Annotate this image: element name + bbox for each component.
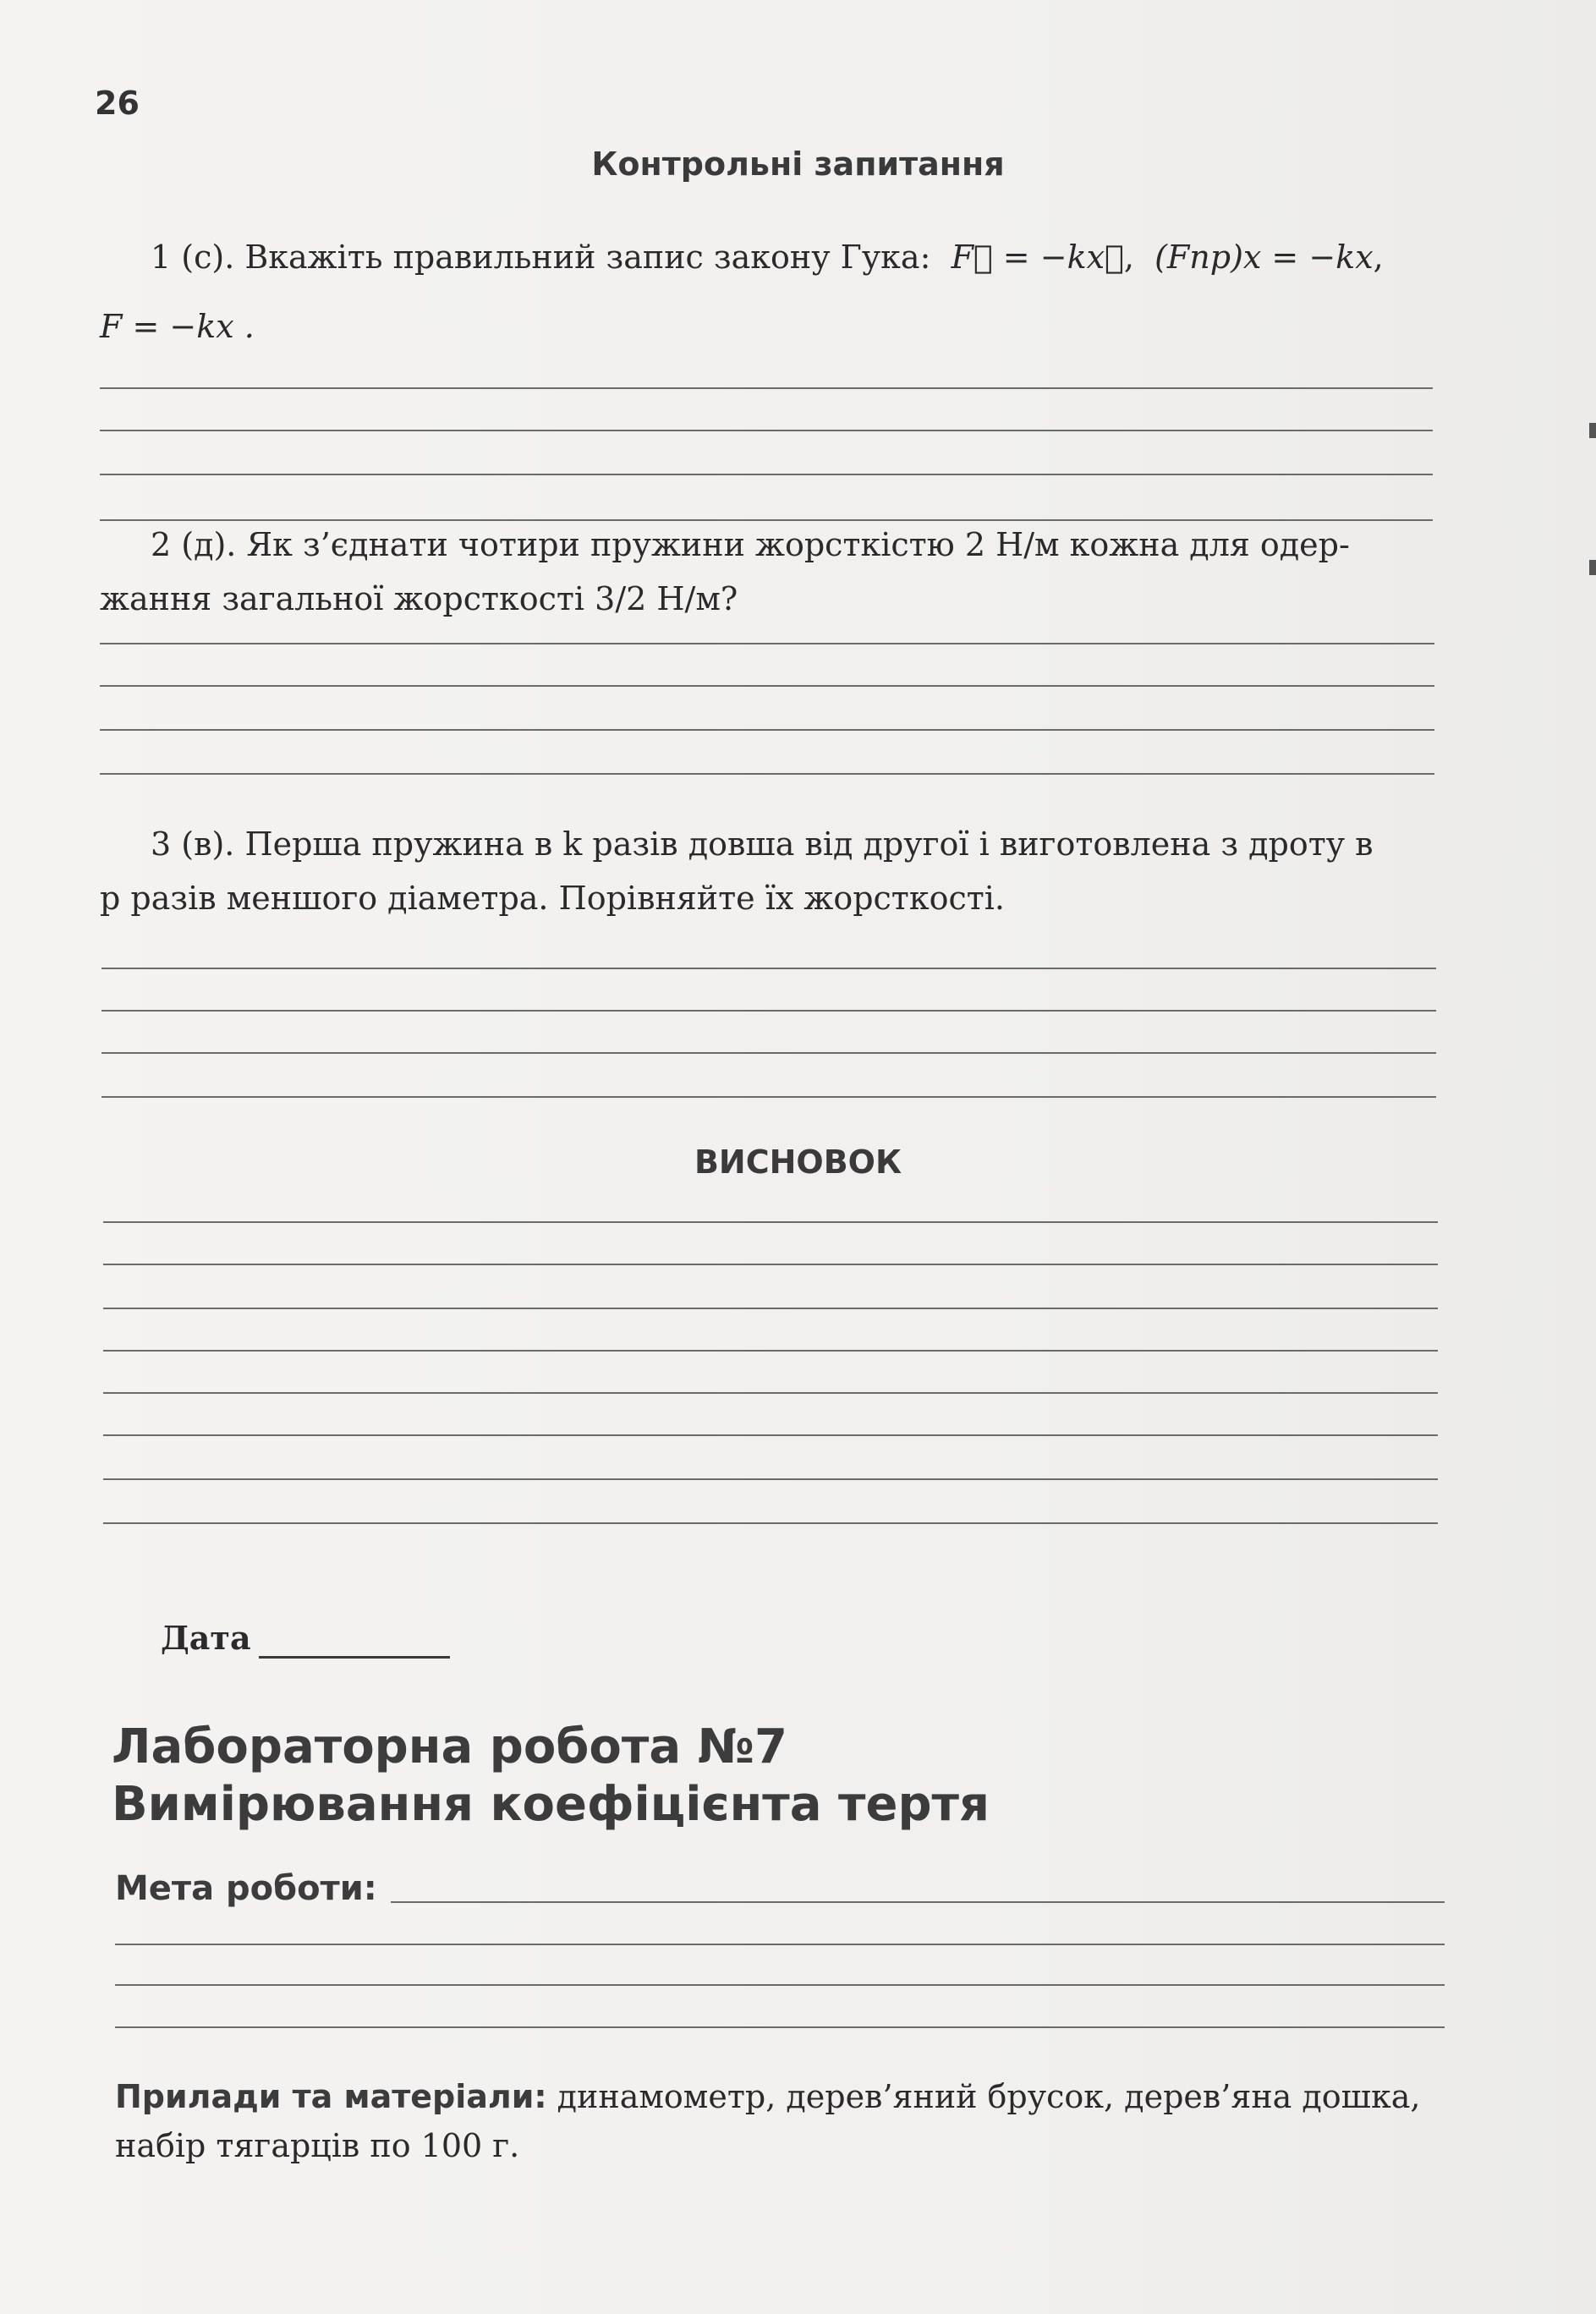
goal-line[interactable]: [115, 1984, 1445, 1986]
conclusion-line[interactable]: [103, 1522, 1438, 1524]
conclusion-line[interactable]: [103, 1434, 1438, 1436]
goal-line[interactable]: [115, 1944, 1445, 1945]
question-3-line-2: p разів меншого діаметра. Порівняйте їх жорсткості.: [100, 880, 1005, 917]
lab-title-line-2: Вимірювання коефіцієнта тертя: [112, 1777, 990, 1832]
materials-line-2: набір тягарців по 100 г.: [115, 2127, 520, 2164]
conclusion-line[interactable]: [103, 1308, 1438, 1309]
formula-projection: (Fпр)x = −kx: [1154, 239, 1374, 276]
binding-mark: [1589, 560, 1596, 575]
page-number: 26: [95, 85, 140, 122]
lab-title-line-1: Лабораторна робота №7: [112, 1719, 787, 1774]
materials-text-1: динамометр, дерев’яний брусок, дерев’яна дошка,: [546, 2078, 1421, 2115]
goal-line[interactable]: [391, 1901, 1445, 1903]
conclusion-line[interactable]: [103, 1392, 1438, 1394]
materials-line-1: [115, 2072, 1485, 2121]
question-1: [100, 230, 1453, 354]
date-field[interactable]: [259, 1656, 450, 1659]
goal-label: Мета роботи:: [115, 1869, 377, 1908]
formula-scalar: F = −kx .: [100, 308, 255, 345]
conclusion-line[interactable]: [103, 1221, 1438, 1223]
question-3: [100, 817, 1453, 925]
answer-line[interactable]: [101, 1052, 1436, 1054]
answer-line[interactable]: [100, 685, 1434, 687]
question-1-line-1: 1 (с). Вкажіть правильний запис закону Гука: F⃗ = −kx⃗, (Fпр)x = −kx,: [151, 239, 1384, 276]
materials: [115, 2072, 1485, 2170]
materials-label: Прилади та матеріали:: [115, 2078, 547, 2115]
answer-line[interactable]: [100, 474, 1433, 475]
answer-line[interactable]: [101, 968, 1436, 969]
binding-mark: [1589, 423, 1596, 438]
question-2: [100, 518, 1453, 626]
formula-vector: F⃗ = −kx⃗: [951, 239, 1124, 276]
answer-line[interactable]: [100, 643, 1434, 644]
answer-line[interactable]: [100, 729, 1434, 731]
control-questions-title: Контрольні запитання: [591, 145, 1005, 183]
question-2-line-1: 2 (д). Як з’єднати чотири пружини жорсткістю 2 Н/м кожна для одер-: [151, 526, 1350, 563]
conclusion-title: ВИСНОВОК: [694, 1143, 902, 1181]
answer-line[interactable]: [100, 430, 1433, 431]
goal-line[interactable]: [115, 2026, 1445, 2028]
answer-line[interactable]: [100, 387, 1433, 389]
answer-line[interactable]: [101, 1010, 1436, 1012]
question-2-line-2: жання загальної жорсткості 3/2 Н/м?: [100, 580, 738, 617]
date-label: Дата: [161, 1619, 251, 1657]
answer-line[interactable]: [100, 773, 1434, 775]
question-1-prefix: 1 (с). Вкажіть правильний запис закону Гука:: [151, 239, 931, 276]
conclusion-line[interactable]: [103, 1264, 1438, 1265]
conclusion-line[interactable]: [103, 1350, 1438, 1352]
conclusion-line[interactable]: [103, 1478, 1438, 1480]
question-3-line-1: 3 (в). Перша пружина в k разів довша від другої і виготовлена з дроту в: [151, 825, 1374, 863]
answer-line[interactable]: [101, 1096, 1436, 1098]
